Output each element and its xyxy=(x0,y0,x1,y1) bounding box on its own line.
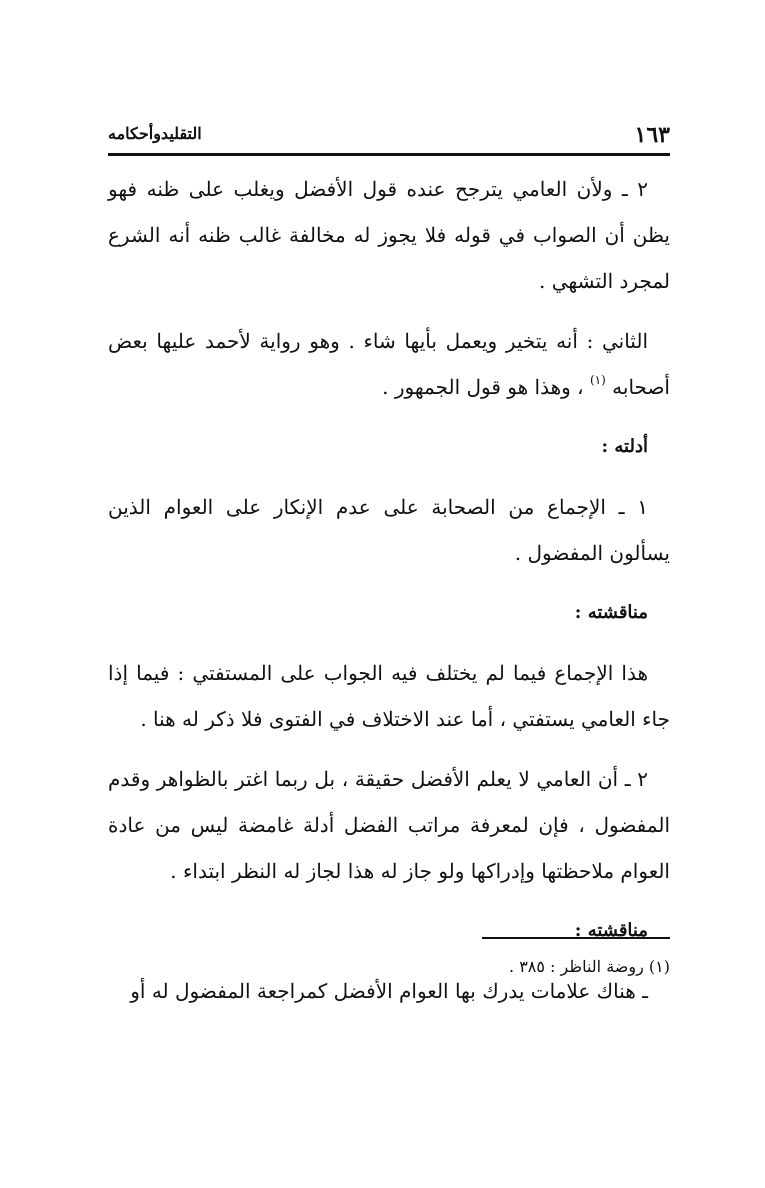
paragraph-2 xyxy=(108,318,670,410)
paragraph-4: هذا الإجماع فيما لم يختلف فيه الجواب على المستفتي : فيما إذا جاء العامي يستفتي ، أما عند الاختلاف في الفتوى فلا ذكر له هنا . xyxy=(108,661,670,731)
footnote-reference[interactable]: (١) xyxy=(589,373,606,387)
footnote-rule xyxy=(482,937,670,939)
paragraph-2-text: الثاني : أنه يتخير ويعمل بأيها شاء . وهو رواية لأحمد عليها بعض أصحابه xyxy=(108,329,670,399)
header-rule xyxy=(108,153,670,156)
paragraph-6: ـ هناك علامات يدرك بها العوام الأفضل كمراجعة المفضول له أو xyxy=(130,979,648,1003)
section-heading-discussion-2: مناقشته : xyxy=(574,920,648,941)
paragraph-3: ١ ـ الإجماع من الصحابة على عدم الإنكار على العوام الذين يسألون المفضول . xyxy=(108,495,670,565)
body-text xyxy=(108,166,670,1028)
running-title: التقليدوأحكامه xyxy=(108,124,202,143)
page-header xyxy=(108,118,670,150)
paragraph-5: ٢ ـ أن العامي لا يعلم الأفضل حقيقة ، بل ربما اغتر بالظواهر وقدم المفضول ، فإن لمعرفة مراتب الفضل أدلة غامضة ليس من عادة العوام ملاحظتها وإدراكها ولو جاز له هذا لجاز له النظر ابتداء . xyxy=(108,767,670,883)
footnote: (١) روضة الناظر : ٣٨٥ . xyxy=(509,957,670,976)
paragraph-2-tail: ، وهذا هو قول الجمهور . xyxy=(382,375,584,399)
paragraph-1: ٢ ـ ولأن العامي يترجح عنده قول الأفضل ويغلب على ظنه فهو يظن أن الصواب في قوله فلا يجوز له مخالفة غالب ظنه أنه الشرع لمجرد التشهي . xyxy=(108,177,670,293)
page-number: ١٦٣ xyxy=(634,122,670,148)
section-heading-evidence: أدلته : xyxy=(601,436,648,457)
section-heading-discussion-1: مناقشته : xyxy=(574,602,648,623)
